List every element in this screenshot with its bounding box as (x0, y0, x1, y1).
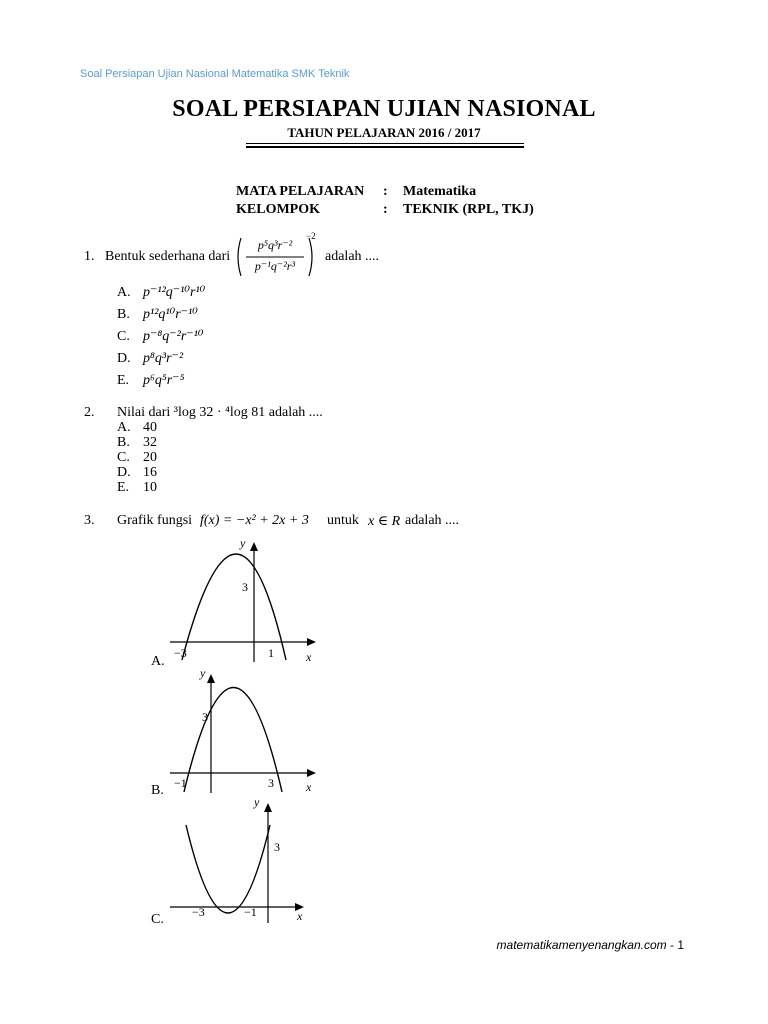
title-rule-bottom (246, 146, 524, 148)
group-colon: : (383, 202, 388, 217)
q1-option-c (117, 328, 204, 345)
footer-separator: - (666, 938, 678, 952)
q2-text: Nilai dari ³log 32 · ⁴log 81 adalah .... (117, 405, 323, 420)
graph-c-root-right: −1 (244, 905, 257, 919)
q1-option-e (117, 372, 184, 389)
q1-option-a-letter: A. (117, 285, 131, 300)
graph-a-x-label: x (306, 650, 312, 664)
group-label: KELOMPOK (236, 202, 320, 217)
graph-a-curve (182, 554, 286, 660)
q1-option-c-letter: C. (117, 329, 130, 344)
q1-denominator: p⁻¹q⁻²r³ (254, 259, 296, 273)
q1-fraction (234, 231, 316, 280)
graph-c-x-label: x (297, 909, 303, 923)
q3-number: 3. (84, 513, 95, 528)
graph-c-root-left: −3 (192, 905, 205, 919)
q2-option-a-letter: A. (117, 420, 131, 435)
footer-site: matematikamenyenangkan.com (496, 938, 667, 952)
graph-c-curve (186, 825, 270, 913)
q2-option-a-text: 40 (143, 420, 157, 435)
q3-graph-c-letter: C. (151, 912, 164, 927)
graph-b-y-label: y (200, 666, 206, 680)
graph-b-root-left: −1 (174, 776, 187, 790)
q3-graph-c (170, 795, 320, 925)
q1-option-a-text: p⁻¹²q⁻¹⁰r¹⁰ (143, 285, 206, 300)
footer-page-number: 1 (677, 938, 684, 952)
q3-text-after: adalah .... (405, 513, 460, 528)
q2-option-d-text: 16 (143, 465, 157, 480)
q2-option-e-letter: E. (117, 480, 130, 495)
q1-fraction-exponent: −2 (306, 231, 316, 241)
q2-option-e (117, 480, 157, 496)
subject-label: MATA PELAJARAN (236, 184, 365, 199)
subject-value: Matematika (403, 184, 477, 199)
group-value: TEKNIK (RPL, TKJ) (403, 202, 534, 217)
graph-a-intercept: 3 (242, 580, 248, 594)
graph-b-root-right: 3 (268, 776, 274, 790)
graph-a-x-arrow (307, 638, 316, 646)
page-subtitle: TAHUN PELAJARAN 2016 / 2017 (287, 125, 481, 140)
q2-option-b-letter: B. (117, 435, 130, 450)
title-rule-top (246, 143, 524, 144)
page-footer (497, 938, 684, 952)
graph-b-y-arrow (207, 674, 215, 683)
q2-option-d (117, 465, 157, 481)
q1-option-e-letter: E. (117, 373, 130, 388)
q1-option-d-letter: D. (117, 351, 131, 366)
q1-option-d-text: p⁸q³r⁻² (143, 351, 184, 366)
q1-option-d (117, 350, 183, 367)
q2-option-b (117, 435, 157, 451)
q3-graph-b (170, 668, 320, 794)
q1-numerator: p⁵q³r⁻² (257, 238, 293, 252)
q1-option-c-text: p⁻⁸q⁻²r⁻¹⁰ (143, 329, 204, 344)
q2-option-a (117, 420, 157, 436)
q3-text-before: Grafik fungsi (117, 513, 193, 528)
graph-a-y-arrow (250, 542, 258, 551)
graph-b-intercept: 3 (202, 710, 208, 724)
q1-text-before: Bentuk sederhana dari (105, 249, 231, 264)
q2-option-c (117, 450, 157, 466)
graph-c-intercept: 3 (274, 840, 280, 854)
q2-number: 2. (84, 405, 95, 420)
graph-b-x-arrow (307, 769, 316, 777)
page-title: SOAL PERSIAPAN UJIAN NASIONAL (172, 96, 596, 122)
q2-option-c-letter: C. (117, 450, 130, 465)
q1-text-after: adalah .... (325, 249, 380, 264)
q3-graph-a-letter: A. (151, 654, 165, 669)
q2-option-d-letter: D. (117, 465, 131, 480)
q1-option-e-text: p⁶q⁵r⁻⁵ (143, 373, 185, 388)
q3-text-mid: untuk (327, 513, 359, 528)
graph-b-x-label: x (306, 780, 312, 794)
q3-domain: x ∈ R (368, 514, 401, 529)
q1-option-b-letter: B. (117, 307, 130, 322)
q3-graph-b-letter: B. (151, 783, 164, 798)
q2-option-e-text: 10 (143, 480, 157, 495)
graph-a-root-right: 1 (268, 646, 274, 660)
q3-formula: f(x) = −x² + 2x + 3 (200, 513, 309, 528)
q2-option-b-text: 32 (143, 435, 157, 450)
q1-number: 1. (84, 249, 95, 264)
q3-graph-a (170, 536, 320, 664)
q1-option-a (117, 284, 205, 301)
q2-option-c-text: 20 (143, 450, 157, 465)
q1-option-b (117, 306, 198, 323)
q1-option-b-text: p¹²q¹⁰r⁻¹⁰ (143, 307, 198, 322)
subject-colon: : (383, 184, 388, 199)
graph-a-root-left: −3 (174, 646, 187, 660)
graph-c-y-arrow (264, 803, 272, 812)
graph-a-y-label: y (240, 536, 246, 550)
graph-c-y-label: y (254, 795, 260, 809)
header-note: Soal Persiapan Ujian Nasional Matematika SMK Teknik (80, 68, 350, 80)
